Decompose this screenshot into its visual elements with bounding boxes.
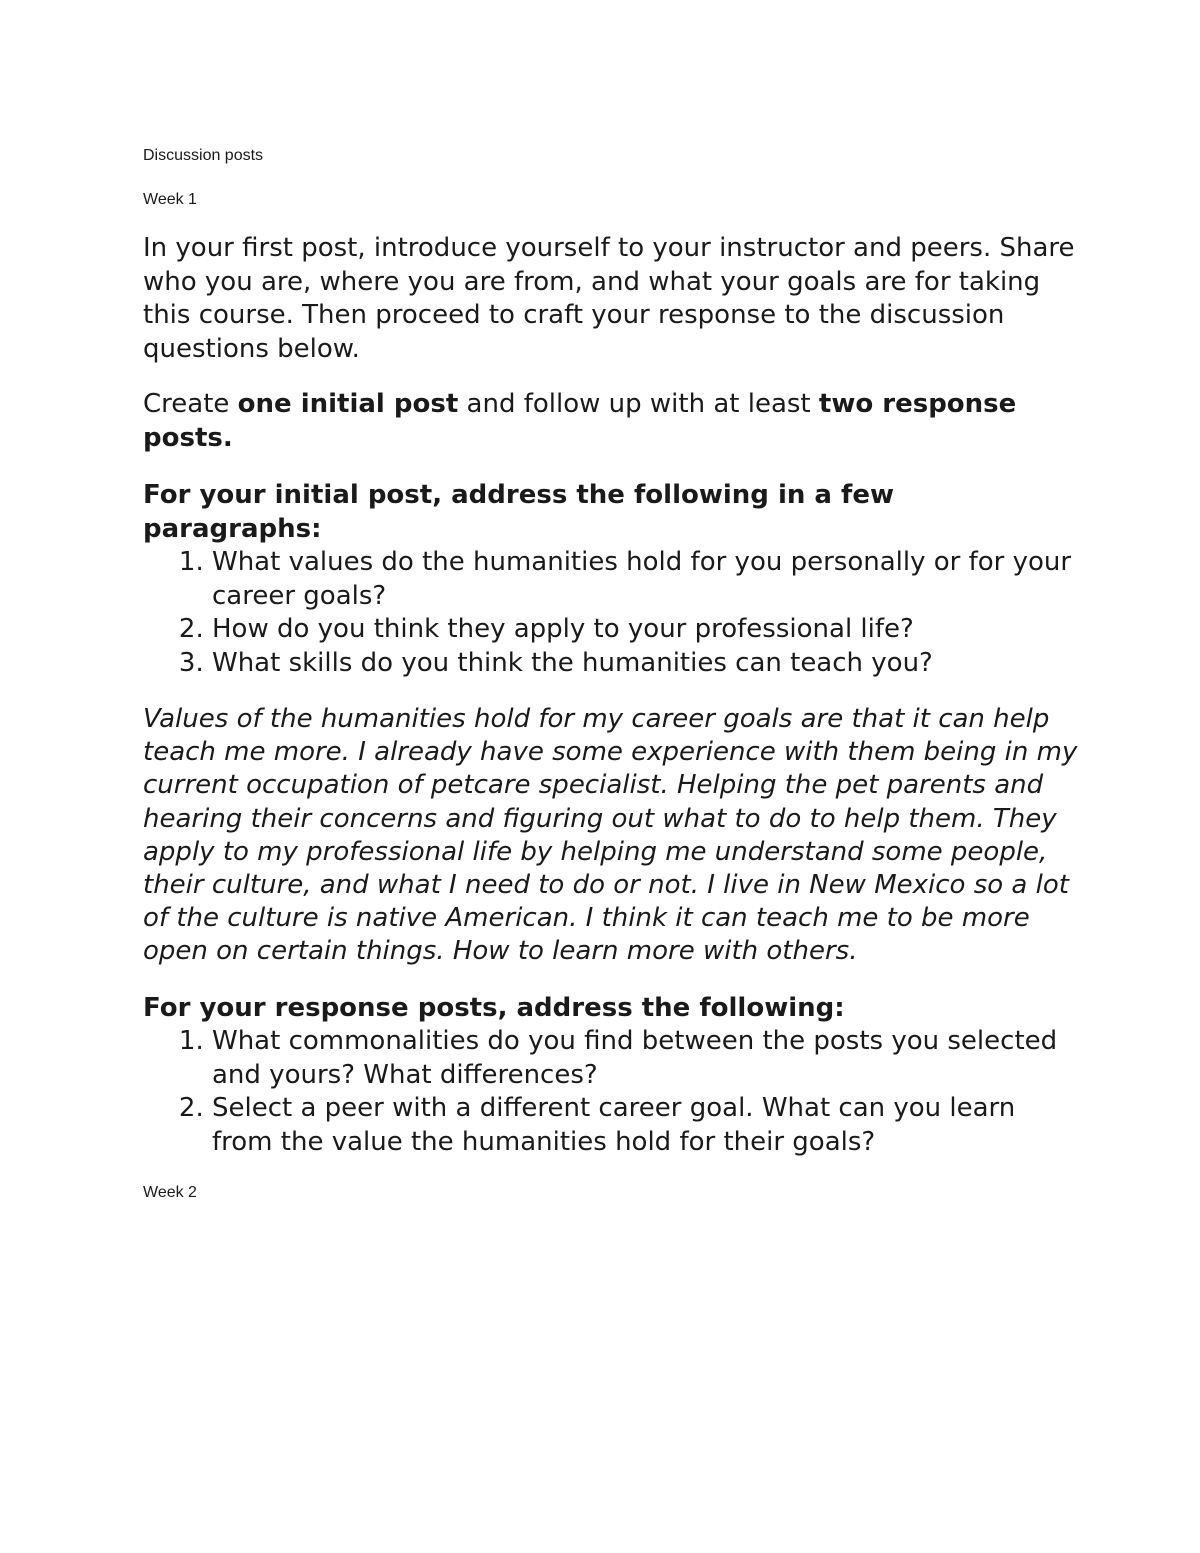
create-text-1: Create	[143, 389, 238, 419]
response-posts-heading: For your response posts, address the following:	[143, 992, 845, 1023]
create-text-2: and follow up with at least	[458, 389, 819, 419]
create-instruction	[143, 388, 1078, 455]
list-item: 3. What skills do you think the humanities can teach you?	[212, 647, 1078, 681]
list-item: 2. Select a peer with a different career goal. What can you learn from the value the humanities hold for their goals?	[212, 1092, 1078, 1159]
document-page	[143, 140, 1078, 1204]
week-2-label: Week 2	[143, 1184, 197, 1202]
initial-answer-paragraph: Values of the humanities hold for my career goals are that it can help teach me more. I already have some experience with them being in my current occupation of petcare specialist. Helping the pet parents and hearing their concerns and figuring out what to do to help them. They apply to my professional life by helping me understand some people, their culture, and what I need to do or not. I live in New Mexico so a lot of the culture is native American. I think it can teach me to be more open on certain things. How to learn more with others.	[143, 704, 1078, 967]
list-item: 1. What values do the humanities hold for you personally or for your career goals?	[212, 546, 1078, 613]
list-item: 2. How do you think they apply to your professional life?	[212, 613, 1078, 647]
list-item: 1. What commonalities do you find between the posts you selected and yours? What differences?	[212, 1025, 1078, 1092]
initial-post-heading: For your initial post, address the following in a few paragraphs:	[143, 480, 894, 544]
create-bold-2: two response posts.	[143, 389, 1017, 453]
response-questions-list	[143, 1025, 1078, 1159]
week-1-label: Week 1	[143, 191, 197, 208]
create-bold-1: one initial post	[237, 389, 459, 419]
document-title: Discussion posts	[143, 147, 264, 164]
intro-paragraph: In your first post, introduce yourself to your instructor and peers. Share who you are, where you are from, and what your goals are for taking this course. Then proceed to craft your response to the discussion questions below.	[143, 233, 1075, 364]
initial-questions-list	[143, 546, 1078, 680]
